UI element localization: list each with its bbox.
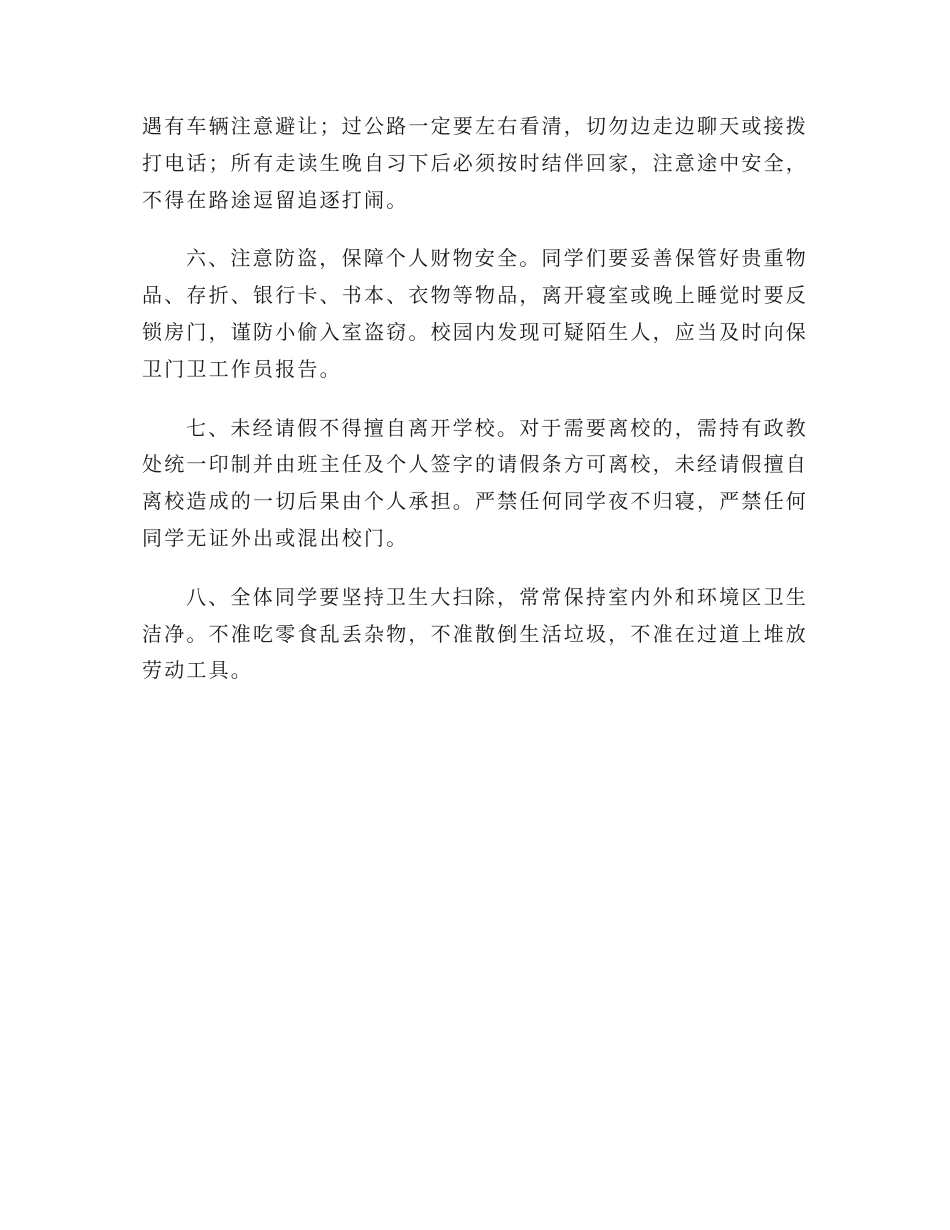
paragraph-continuation: 遇有车辆注意避让；过公路一定要左右看清，切勿边走边聊天或接拨打电话；所有走读生晚自习下后必须按时结伴回家，注意途中安全，不得在路途逗留追逐打闹。 [142, 114, 808, 212]
paragraph-six: 六、注意防盗，保障个人财物安全。同学们要妥善保管好贵重物品、存折、银行卡、书本、衣物等物品，离开寝室或晚上睡觉时要反锁房门，谨防小偷入室盗窃。校园内发现可疑陌生人，应当及时向保卫门卫工作员报告。 [142, 246, 808, 381]
paragraph-seven: 七、未经请假不得擅自离开学校。对于需要离校的，需持有政教处统一印制并由班主任及个人签字的请假条方可离校，未经请假擅自离校造成的一切后果由个人承担。严禁任何同学夜不归寝，严禁任何同学无证外出或混出校门。 [142, 415, 808, 550]
paragraph-eight: 八、全体同学要坚持卫生大扫除，常常保持室内外和环境区卫生洁净。不准吃零食乱丢杂物，不准散倒生活垃圾，不准在过道上堆放劳动工具。 [142, 584, 808, 683]
document-body [142, 108, 808, 711]
